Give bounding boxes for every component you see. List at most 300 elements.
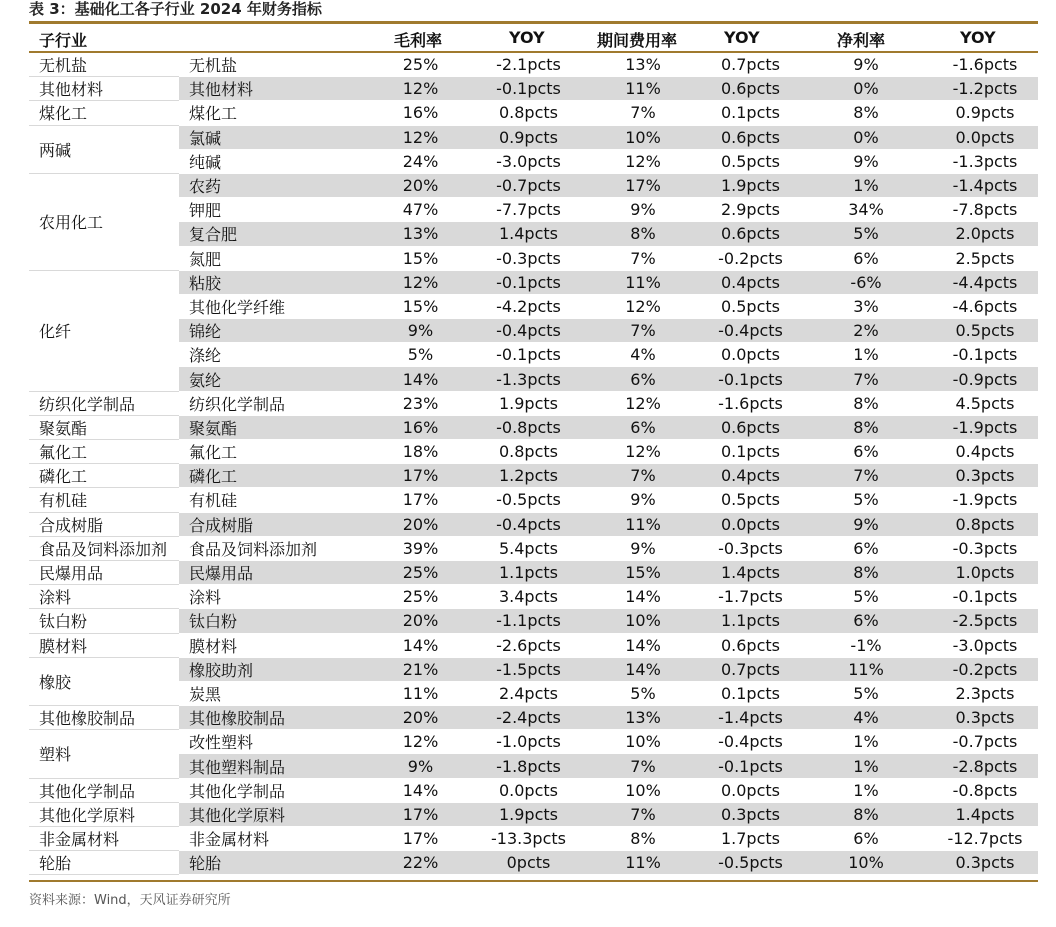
gross-margin-cell: 17%: [369, 827, 472, 851]
group-name: 膜材料: [29, 633, 179, 657]
subindustry-name-cell: 其他材料: [179, 77, 369, 101]
gross-margin-yoy-cell: 3.4pcts: [472, 585, 585, 609]
gross-margin-cell: 47%: [369, 198, 472, 222]
net-margin-cell: 0%: [800, 125, 932, 149]
gross-margin-yoy-cell: 0.8pcts: [472, 440, 585, 464]
gross-margin-yoy-cell: -2.4pcts: [472, 706, 585, 730]
gross-margin-yoy-cell: -0.1pcts: [472, 270, 585, 294]
table-row: [29, 367, 1038, 391]
expense-ratio-yoy-cell: 0.3pcts: [701, 802, 800, 826]
net-margin-cell: -6%: [800, 270, 932, 294]
net-margin-yoy-cell: 0.3pcts: [932, 851, 1038, 875]
net-margin-yoy-cell: -0.3pcts: [932, 536, 1038, 560]
gross-margin-yoy-cell: -1.8pcts: [472, 754, 585, 778]
net-margin-cell: 8%: [800, 391, 932, 415]
gross-margin-cell: 17%: [369, 802, 472, 826]
subindustry-name-cell: 涤纶: [179, 343, 369, 367]
gross-margin-yoy-cell: 0.9pcts: [472, 125, 585, 149]
table-row: [29, 198, 1038, 222]
subindustry-name-cell: 纯碱: [179, 149, 369, 173]
net-margin-yoy-cell: -3.0pcts: [932, 633, 1038, 657]
net-margin-cell: 3%: [800, 294, 932, 318]
financial-metrics-table: [29, 53, 1038, 875]
expense-ratio-cell: 9%: [585, 198, 701, 222]
net-margin-yoy-cell: 2.0pcts: [932, 222, 1038, 246]
table-row: [29, 585, 1038, 609]
net-margin-yoy-cell: -1.9pcts: [932, 488, 1038, 512]
net-margin-yoy-cell: -4.6pcts: [932, 294, 1038, 318]
gross-margin-cell: 11%: [369, 681, 472, 705]
net-margin-yoy-cell: -1.4pcts: [932, 173, 1038, 197]
gross-margin-cell: 9%: [369, 754, 472, 778]
gross-margin-cell: 17%: [369, 488, 472, 512]
gross-margin-cell: 20%: [369, 706, 472, 730]
expense-ratio-yoy-cell: 0.0pcts: [701, 778, 800, 802]
subindustry-name-cell: 轮胎: [179, 851, 369, 875]
net-margin-cell: 9%: [800, 512, 932, 536]
table-row: [29, 536, 1038, 560]
expense-ratio-yoy-cell: 0.1pcts: [701, 101, 800, 125]
net-margin-yoy-cell: 1.0pcts: [932, 560, 1038, 584]
net-margin-yoy-cell: 0.8pcts: [932, 512, 1038, 536]
subindustry-name-cell: 其他橡胶制品: [179, 706, 369, 730]
group-name: 农用化工: [29, 173, 179, 270]
expense-ratio-yoy-cell: 1.9pcts: [701, 173, 800, 197]
expense-ratio-yoy-cell: 0.7pcts: [701, 657, 800, 681]
subindustry-name-cell: 纺织化学制品: [179, 391, 369, 415]
table-row: [29, 149, 1038, 173]
net-margin-yoy-cell: -1.9pcts: [932, 415, 1038, 439]
expense-ratio-yoy-cell: -0.5pcts: [701, 851, 800, 875]
expense-ratio-yoy-cell: 0.4pcts: [701, 270, 800, 294]
group-name: 其他橡胶制品: [29, 706, 179, 730]
expense-ratio-cell: 12%: [585, 440, 701, 464]
group-name: 食品及饲料添加剂: [29, 536, 179, 560]
net-margin-yoy-cell: -2.8pcts: [932, 754, 1038, 778]
net-margin-cell: 1%: [800, 173, 932, 197]
net-margin-yoy-cell: 2.3pcts: [932, 681, 1038, 705]
expense-ratio-cell: 13%: [585, 706, 701, 730]
expense-ratio-yoy-cell: 0.5pcts: [701, 149, 800, 173]
net-margin-cell: 7%: [800, 464, 932, 488]
table-row: [29, 633, 1038, 657]
subindustry-name-cell: 其他化学纤维: [179, 294, 369, 318]
net-margin-yoy-cell: -0.9pcts: [932, 367, 1038, 391]
net-margin-cell: 4%: [800, 706, 932, 730]
expense-ratio-cell: 15%: [585, 560, 701, 584]
net-margin-cell: 11%: [800, 657, 932, 681]
expense-ratio-cell: 6%: [585, 367, 701, 391]
expense-ratio-cell: 9%: [585, 488, 701, 512]
subindustry-name-cell: 膜材料: [179, 633, 369, 657]
gross-margin-yoy-cell: 0.0pcts: [472, 778, 585, 802]
table-row: [29, 101, 1038, 125]
table-row: [29, 609, 1038, 633]
subindustry-name-cell: 有机硅: [179, 488, 369, 512]
gross-margin-yoy-cell: 0.8pcts: [472, 101, 585, 125]
expense-ratio-cell: 7%: [585, 319, 701, 343]
expense-ratio-cell: 8%: [585, 827, 701, 851]
gross-margin-yoy-cell: -4.2pcts: [472, 294, 585, 318]
net-margin-yoy-cell: 2.5pcts: [932, 246, 1038, 270]
gross-margin-yoy-cell: -0.3pcts: [472, 246, 585, 270]
gross-margin-cell: 25%: [369, 53, 472, 77]
gross-margin-yoy-cell: 1.9pcts: [472, 391, 585, 415]
net-margin-yoy-cell: -1.6pcts: [932, 53, 1038, 77]
net-margin-cell: 1%: [800, 778, 932, 802]
bottom-rule: [29, 880, 1038, 882]
net-margin-yoy-cell: 4.5pcts: [932, 391, 1038, 415]
expense-ratio-yoy-cell: 2.9pcts: [701, 198, 800, 222]
header-gross-margin-yoy: YOY: [509, 28, 545, 47]
net-margin-yoy-cell: -12.7pcts: [932, 827, 1038, 851]
expense-ratio-cell: 12%: [585, 391, 701, 415]
net-margin-cell: 1%: [800, 343, 932, 367]
net-margin-yoy-cell: 0.3pcts: [932, 706, 1038, 730]
expense-ratio-cell: 17%: [585, 173, 701, 197]
source-note: 资料来源：Wind，天风证券研究所: [29, 893, 231, 908]
subindustry-name-cell: 钛白粉: [179, 609, 369, 633]
expense-ratio-yoy-cell: -0.3pcts: [701, 536, 800, 560]
table-row: [29, 706, 1038, 730]
subindustry-name-cell: 锦纶: [179, 319, 369, 343]
expense-ratio-yoy-cell: -1.6pcts: [701, 391, 800, 415]
table-row: [29, 222, 1038, 246]
subindustry-name-cell: 聚氨酯: [179, 415, 369, 439]
expense-ratio-cell: 7%: [585, 802, 701, 826]
net-margin-yoy-cell: 0.5pcts: [932, 319, 1038, 343]
gross-margin-cell: 12%: [369, 125, 472, 149]
expense-ratio-yoy-cell: 0.6pcts: [701, 77, 800, 101]
table-row: [29, 512, 1038, 536]
net-margin-cell: 0%: [800, 77, 932, 101]
group-name: 其他化学原料: [29, 802, 179, 826]
net-margin-cell: 34%: [800, 198, 932, 222]
expense-ratio-yoy-cell: 1.4pcts: [701, 560, 800, 584]
table-row: [29, 488, 1038, 512]
gross-margin-yoy-cell: -3.0pcts: [472, 149, 585, 173]
gross-margin-yoy-cell: -1.5pcts: [472, 657, 585, 681]
subindustry-name-cell: 粘胶: [179, 270, 369, 294]
group-name: 钛白粉: [29, 609, 179, 633]
net-margin-cell: 2%: [800, 319, 932, 343]
group-name: 橡胶: [29, 657, 179, 705]
gross-margin-yoy-cell: -7.7pcts: [472, 198, 585, 222]
gross-margin-cell: 14%: [369, 633, 472, 657]
expense-ratio-cell: 8%: [585, 222, 701, 246]
group-name: 两碱: [29, 125, 179, 173]
header-net-margin: 净利率: [837, 31, 886, 50]
group-name: 聚氨酯: [29, 415, 179, 439]
table-row: [29, 730, 1038, 754]
net-margin-cell: 7%: [800, 367, 932, 391]
net-margin-cell: 6%: [800, 440, 932, 464]
gross-margin-yoy-cell: -0.8pcts: [472, 415, 585, 439]
expense-ratio-yoy-cell: -0.4pcts: [701, 319, 800, 343]
subindustry-name-cell: 无机盐: [179, 53, 369, 77]
group-name: 涂料: [29, 585, 179, 609]
table-row: [29, 319, 1038, 343]
subindustry-name-cell: 钾肥: [179, 198, 369, 222]
subindustry-name-cell: 氮肥: [179, 246, 369, 270]
gross-margin-yoy-cell: -0.4pcts: [472, 512, 585, 536]
expense-ratio-yoy-cell: 1.7pcts: [701, 827, 800, 851]
expense-ratio-yoy-cell: 0.7pcts: [701, 53, 800, 77]
group-name: 无机盐: [29, 53, 179, 77]
gross-margin-cell: 16%: [369, 415, 472, 439]
net-margin-cell: 8%: [800, 802, 932, 826]
net-margin-yoy-cell: -2.5pcts: [932, 609, 1038, 633]
expense-ratio-cell: 14%: [585, 657, 701, 681]
gross-margin-cell: 24%: [369, 149, 472, 173]
expense-ratio-cell: 7%: [585, 246, 701, 270]
gross-margin-cell: 25%: [369, 585, 472, 609]
table-row: [29, 464, 1038, 488]
group-name: 民爆用品: [29, 560, 179, 584]
table-row: [29, 440, 1038, 464]
header-net-margin-yoy: YOY: [960, 28, 996, 47]
expense-ratio-cell: 11%: [585, 851, 701, 875]
gross-margin-yoy-cell: -0.4pcts: [472, 319, 585, 343]
subindustry-name-cell: 炭黑: [179, 681, 369, 705]
table-title: 表 3：基础化工各子行业 2024 年财务指标: [29, 0, 322, 18]
net-margin-cell: -1%: [800, 633, 932, 657]
expense-ratio-yoy-cell: 0.5pcts: [701, 488, 800, 512]
table-row: [29, 754, 1038, 778]
gross-margin-yoy-cell: -0.1pcts: [472, 343, 585, 367]
table-row: [29, 343, 1038, 367]
gross-margin-yoy-cell: -2.1pcts: [472, 53, 585, 77]
table-row: [29, 778, 1038, 802]
expense-ratio-yoy-cell: 0.1pcts: [701, 440, 800, 464]
expense-ratio-cell: 9%: [585, 536, 701, 560]
expense-ratio-yoy-cell: -0.4pcts: [701, 730, 800, 754]
net-margin-yoy-cell: -0.7pcts: [932, 730, 1038, 754]
table-row: [29, 173, 1038, 197]
group-name: 轮胎: [29, 851, 179, 875]
subindustry-name-cell: 食品及饲料添加剂: [179, 536, 369, 560]
net-margin-yoy-cell: 0.9pcts: [932, 101, 1038, 125]
table-row: [29, 657, 1038, 681]
gross-margin-cell: 15%: [369, 294, 472, 318]
gross-margin-yoy-cell: -1.3pcts: [472, 367, 585, 391]
net-margin-cell: 6%: [800, 827, 932, 851]
gross-margin-cell: 20%: [369, 512, 472, 536]
gross-margin-yoy-cell: -13.3pcts: [472, 827, 585, 851]
gross-margin-yoy-cell: -0.7pcts: [472, 173, 585, 197]
expense-ratio-cell: 10%: [585, 125, 701, 149]
table-row: [29, 391, 1038, 415]
net-margin-cell: 9%: [800, 149, 932, 173]
gross-margin-cell: 14%: [369, 778, 472, 802]
net-margin-cell: 5%: [800, 681, 932, 705]
gross-margin-cell: 25%: [369, 560, 472, 584]
gross-margin-yoy-cell: -1.1pcts: [472, 609, 585, 633]
table-row: [29, 77, 1038, 101]
header-expense-ratio-yoy: YOY: [724, 28, 760, 47]
expense-ratio-yoy-cell: -1.7pcts: [701, 585, 800, 609]
subindustry-name-cell: 涂料: [179, 585, 369, 609]
expense-ratio-cell: 7%: [585, 754, 701, 778]
expense-ratio-cell: 12%: [585, 294, 701, 318]
gross-margin-cell: 23%: [369, 391, 472, 415]
expense-ratio-cell: 7%: [585, 101, 701, 125]
subindustry-name-cell: 橡胶助剂: [179, 657, 369, 681]
expense-ratio-yoy-cell: 0.0pcts: [701, 512, 800, 536]
gross-margin-cell: 22%: [369, 851, 472, 875]
net-margin-cell: 6%: [800, 246, 932, 270]
gross-margin-cell: 14%: [369, 367, 472, 391]
gross-margin-yoy-cell: 2.4pcts: [472, 681, 585, 705]
expense-ratio-cell: 14%: [585, 585, 701, 609]
table-row: [29, 560, 1038, 584]
gross-margin-cell: 39%: [369, 536, 472, 560]
net-margin-cell: 8%: [800, 415, 932, 439]
net-margin-yoy-cell: -0.8pcts: [932, 778, 1038, 802]
group-name: 其他化学制品: [29, 778, 179, 802]
expense-ratio-yoy-cell: 0.0pcts: [701, 343, 800, 367]
table-row: [29, 802, 1038, 826]
gross-margin-yoy-cell: -1.0pcts: [472, 730, 585, 754]
expense-ratio-yoy-cell: 0.5pcts: [701, 294, 800, 318]
header-subindustry: 子行业: [39, 31, 88, 50]
table-row: [29, 270, 1038, 294]
net-margin-cell: 5%: [800, 488, 932, 512]
expense-ratio-yoy-cell: 0.6pcts: [701, 415, 800, 439]
expense-ratio-cell: 5%: [585, 681, 701, 705]
group-name: 塑料: [29, 730, 179, 778]
header-expense-ratio: 期间费用率: [597, 31, 678, 50]
expense-ratio-yoy-cell: -0.1pcts: [701, 754, 800, 778]
net-margin-yoy-cell: -7.8pcts: [932, 198, 1038, 222]
expense-ratio-yoy-cell: 0.4pcts: [701, 464, 800, 488]
net-margin-cell: 1%: [800, 730, 932, 754]
expense-ratio-yoy-cell: 0.6pcts: [701, 633, 800, 657]
gross-margin-cell: 17%: [369, 464, 472, 488]
gross-margin-cell: 18%: [369, 440, 472, 464]
table-row: [29, 681, 1038, 705]
group-name: 纺织化学制品: [29, 391, 179, 415]
expense-ratio-yoy-cell: 0.6pcts: [701, 222, 800, 246]
gross-margin-cell: 15%: [369, 246, 472, 270]
expense-ratio-cell: 10%: [585, 609, 701, 633]
subindustry-name-cell: 磷化工: [179, 464, 369, 488]
gross-margin-yoy-cell: -0.1pcts: [472, 77, 585, 101]
subindustry-name-cell: 氟化工: [179, 440, 369, 464]
gross-margin-yoy-cell: -2.6pcts: [472, 633, 585, 657]
gross-margin-yoy-cell: -0.5pcts: [472, 488, 585, 512]
expense-ratio-cell: 14%: [585, 633, 701, 657]
net-margin-cell: 6%: [800, 536, 932, 560]
gross-margin-cell: 20%: [369, 173, 472, 197]
subindustry-name-cell: 合成树脂: [179, 512, 369, 536]
subindustry-name-cell: 民爆用品: [179, 560, 369, 584]
net-margin-yoy-cell: -1.3pcts: [932, 149, 1038, 173]
subindustry-name-cell: 其他化学原料: [179, 802, 369, 826]
group-name: 煤化工: [29, 101, 179, 125]
gross-margin-cell: 12%: [369, 730, 472, 754]
expense-ratio-cell: 10%: [585, 730, 701, 754]
gross-margin-cell: 12%: [369, 77, 472, 101]
net-margin-yoy-cell: -1.2pcts: [932, 77, 1038, 101]
net-margin-cell: 5%: [800, 222, 932, 246]
gross-margin-yoy-cell: 1.2pcts: [472, 464, 585, 488]
net-margin-cell: 8%: [800, 560, 932, 584]
table-row: [29, 53, 1038, 77]
net-margin-yoy-cell: -0.2pcts: [932, 657, 1038, 681]
expense-ratio-cell: 11%: [585, 77, 701, 101]
net-margin-yoy-cell: 0.3pcts: [932, 464, 1038, 488]
group-name: 其他材料: [29, 77, 179, 101]
subindustry-name-cell: 非金属材料: [179, 827, 369, 851]
table-row: [29, 246, 1038, 270]
gross-margin-yoy-cell: 5.4pcts: [472, 536, 585, 560]
gross-margin-yoy-cell: 1.1pcts: [472, 560, 585, 584]
header-gross-margin: 毛利率: [394, 31, 443, 50]
table-row: [29, 294, 1038, 318]
subindustry-name-cell: 煤化工: [179, 101, 369, 125]
subindustry-name-cell: 其他塑料制品: [179, 754, 369, 778]
subindustry-name-cell: 复合肥: [179, 222, 369, 246]
expense-ratio-yoy-cell: -0.1pcts: [701, 367, 800, 391]
group-name: 磷化工: [29, 464, 179, 488]
subindustry-name-cell: 氨纶: [179, 367, 369, 391]
gross-margin-cell: 12%: [369, 270, 472, 294]
gross-margin-cell: 20%: [369, 609, 472, 633]
subindustry-name-cell: 改性塑料: [179, 730, 369, 754]
expense-ratio-yoy-cell: -0.2pcts: [701, 246, 800, 270]
gross-margin-cell: 16%: [369, 101, 472, 125]
net-margin-cell: 9%: [800, 53, 932, 77]
gross-margin-yoy-cell: 1.9pcts: [472, 802, 585, 826]
expense-ratio-cell: 4%: [585, 343, 701, 367]
net-margin-yoy-cell: 1.4pcts: [932, 802, 1038, 826]
expense-ratio-cell: 10%: [585, 778, 701, 802]
expense-ratio-cell: 11%: [585, 270, 701, 294]
group-name: 合成树脂: [29, 512, 179, 536]
net-margin-cell: 1%: [800, 754, 932, 778]
subindustry-name-cell: 氯碱: [179, 125, 369, 149]
expense-ratio-yoy-cell: 1.1pcts: [701, 609, 800, 633]
net-margin-yoy-cell: -0.1pcts: [932, 343, 1038, 367]
subindustry-name-cell: 其他化学制品: [179, 778, 369, 802]
gross-margin-cell: 13%: [369, 222, 472, 246]
gross-margin-yoy-cell: 1.4pcts: [472, 222, 585, 246]
expense-ratio-cell: 12%: [585, 149, 701, 173]
group-name: 有机硅: [29, 488, 179, 512]
net-margin-yoy-cell: -4.4pcts: [932, 270, 1038, 294]
net-margin-yoy-cell: 0.4pcts: [932, 440, 1038, 464]
gross-margin-yoy-cell: 0pcts: [472, 851, 585, 875]
gross-margin-cell: 21%: [369, 657, 472, 681]
expense-ratio-cell: 7%: [585, 464, 701, 488]
expense-ratio-yoy-cell: 0.1pcts: [701, 681, 800, 705]
expense-ratio-cell: 6%: [585, 415, 701, 439]
subindustry-name-cell: 农药: [179, 173, 369, 197]
group-name: 非金属材料: [29, 827, 179, 851]
net-margin-cell: 8%: [800, 101, 932, 125]
net-margin-cell: 5%: [800, 585, 932, 609]
gross-margin-cell: 9%: [369, 319, 472, 343]
net-margin-yoy-cell: 0.0pcts: [932, 125, 1038, 149]
expense-ratio-cell: 11%: [585, 512, 701, 536]
table-row: [29, 415, 1038, 439]
expense-ratio-cell: 13%: [585, 53, 701, 77]
expense-ratio-yoy-cell: -1.4pcts: [701, 706, 800, 730]
table-row: [29, 827, 1038, 851]
gross-margin-cell: 5%: [369, 343, 472, 367]
group-name: 氟化工: [29, 440, 179, 464]
